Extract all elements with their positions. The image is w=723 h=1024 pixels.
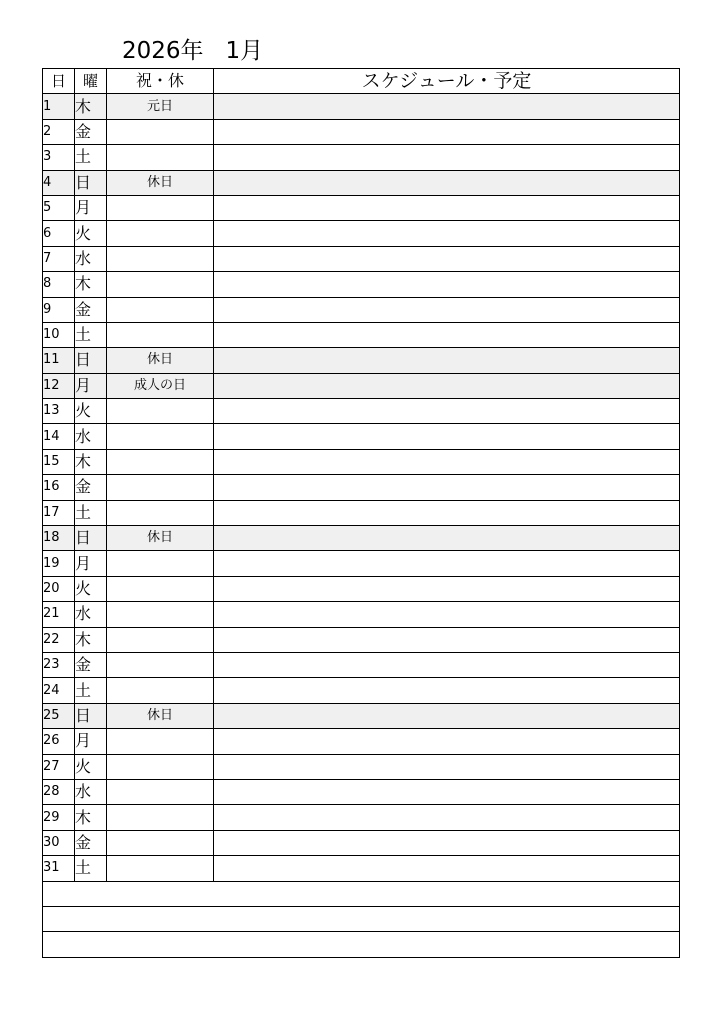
day-cell: 27 [43, 754, 75, 779]
weekday-cell: 水 [75, 246, 107, 271]
day-cell: 8 [43, 272, 75, 297]
day-cell: 5 [43, 195, 75, 220]
schedule-table [42, 68, 680, 958]
weekday-cell: 日 [75, 703, 107, 728]
title-month: 1月 [225, 38, 264, 64]
weekday-cell: 木 [75, 94, 107, 119]
holiday-cell [107, 652, 214, 677]
day-cell: 21 [43, 602, 75, 627]
weekday-cell: 金 [75, 475, 107, 500]
schedule-cell[interactable] [214, 221, 680, 246]
table-row [43, 526, 680, 551]
day-cell: 23 [43, 652, 75, 677]
table-row [43, 805, 680, 830]
holiday-cell [107, 779, 214, 804]
day-cell: 18 [43, 526, 75, 551]
weekday-cell: 日 [75, 170, 107, 195]
day-cell: 31 [43, 856, 75, 881]
weekday-cell: 火 [75, 221, 107, 246]
holiday-cell [107, 195, 214, 220]
holiday-cell [107, 805, 214, 830]
table-row [43, 627, 680, 652]
table-row [43, 856, 680, 881]
weekday-cell: 月 [75, 195, 107, 220]
schedule-cell[interactable] [214, 475, 680, 500]
holiday-cell [107, 424, 214, 449]
schedule-cell[interactable] [214, 500, 680, 525]
table-row [43, 373, 680, 398]
table-row [43, 703, 680, 728]
day-cell: 6 [43, 221, 75, 246]
schedule-cell[interactable] [214, 754, 680, 779]
table-body [43, 94, 680, 957]
weekday-cell: 金 [75, 652, 107, 677]
holiday-cell [107, 246, 214, 271]
holiday-cell [107, 449, 214, 474]
holiday-cell: 成人の日 [107, 373, 214, 398]
holiday-cell [107, 678, 214, 703]
weekday-cell: 木 [75, 272, 107, 297]
day-cell: 30 [43, 830, 75, 855]
holiday-cell [107, 500, 214, 525]
holiday-cell [107, 272, 214, 297]
day-cell: 17 [43, 500, 75, 525]
weekday-cell: 金 [75, 830, 107, 855]
holiday-cell [107, 297, 214, 322]
table-row [43, 424, 680, 449]
schedule-cell[interactable] [214, 399, 680, 424]
page-title [122, 36, 263, 66]
schedule-cell[interactable] [214, 805, 680, 830]
schedule-cell[interactable] [214, 551, 680, 576]
day-cell: 24 [43, 678, 75, 703]
table-row [43, 830, 680, 855]
weekday-cell: 火 [75, 399, 107, 424]
weekday-cell: 日 [75, 348, 107, 373]
day-cell: 3 [43, 145, 75, 170]
weekday-cell: 金 [75, 297, 107, 322]
table-row [43, 475, 680, 500]
day-cell: 28 [43, 779, 75, 804]
table-row [43, 678, 680, 703]
schedule-cell[interactable] [214, 322, 680, 347]
table-row [43, 399, 680, 424]
header-weekday: 曜 [75, 69, 107, 94]
schedule-cell[interactable] [214, 652, 680, 677]
weekday-cell: 土 [75, 322, 107, 347]
table-row [43, 119, 680, 144]
table-row [43, 729, 680, 754]
header-row [43, 69, 680, 94]
schedule-cell[interactable] [214, 145, 680, 170]
weekday-cell: 木 [75, 449, 107, 474]
holiday-cell [107, 145, 214, 170]
table-row [43, 449, 680, 474]
holiday-cell: 休日 [107, 348, 214, 373]
table-row [43, 272, 680, 297]
table-row [43, 94, 680, 119]
schedule-cell[interactable] [214, 170, 680, 195]
day-cell: 11 [43, 348, 75, 373]
table-row [43, 170, 680, 195]
schedule-cell[interactable] [214, 195, 680, 220]
day-cell: 15 [43, 449, 75, 474]
holiday-cell [107, 576, 214, 601]
schedule-cell[interactable] [214, 576, 680, 601]
weekday-cell: 月 [75, 729, 107, 754]
holiday-cell [107, 602, 214, 627]
table-row [43, 652, 680, 677]
holiday-cell [107, 754, 214, 779]
weekday-cell: 木 [75, 627, 107, 652]
schedule-cell[interactable] [214, 94, 680, 119]
weekday-cell: 火 [75, 576, 107, 601]
schedule-cell[interactable] [214, 703, 680, 728]
holiday-cell: 休日 [107, 170, 214, 195]
day-cell: 7 [43, 246, 75, 271]
note-cell[interactable] [43, 881, 680, 906]
weekday-cell: 土 [75, 145, 107, 170]
day-cell: 22 [43, 627, 75, 652]
holiday-cell [107, 475, 214, 500]
table-row [43, 322, 680, 347]
holiday-cell [107, 551, 214, 576]
holiday-cell [107, 221, 214, 246]
holiday-cell [107, 399, 214, 424]
weekday-cell: 木 [75, 805, 107, 830]
table-row [43, 551, 680, 576]
schedule-cell[interactable] [214, 297, 680, 322]
holiday-cell [107, 119, 214, 144]
table-row [43, 221, 680, 246]
weekday-cell: 日 [75, 526, 107, 551]
table-row [43, 297, 680, 322]
holiday-cell [107, 830, 214, 855]
note-cell[interactable] [43, 932, 680, 957]
weekday-cell: 水 [75, 602, 107, 627]
day-cell: 20 [43, 576, 75, 601]
schedule-cell[interactable] [214, 449, 680, 474]
table-row [43, 500, 680, 525]
schedule-cell[interactable] [214, 348, 680, 373]
weekday-cell: 水 [75, 424, 107, 449]
holiday-cell [107, 856, 214, 881]
schedule-cell[interactable] [214, 119, 680, 144]
table-row [43, 348, 680, 373]
header-day: 日 [43, 69, 75, 94]
holiday-cell: 休日 [107, 703, 214, 728]
schedule-cell[interactable] [214, 856, 680, 881]
table-row [43, 602, 680, 627]
note-row [43, 906, 680, 931]
table-row [43, 145, 680, 170]
schedule-cell[interactable] [214, 424, 680, 449]
day-cell: 2 [43, 119, 75, 144]
weekday-cell: 火 [75, 754, 107, 779]
holiday-cell: 元日 [107, 94, 214, 119]
schedule-cell[interactable] [214, 602, 680, 627]
note-cell[interactable] [43, 906, 680, 931]
weekday-cell: 月 [75, 373, 107, 398]
table-row [43, 754, 680, 779]
day-cell: 14 [43, 424, 75, 449]
schedule-cell[interactable] [214, 678, 680, 703]
day-cell: 4 [43, 170, 75, 195]
table-row [43, 576, 680, 601]
day-cell: 25 [43, 703, 75, 728]
note-row [43, 881, 680, 906]
table-row [43, 195, 680, 220]
schedule-cell[interactable] [214, 779, 680, 804]
schedule-cell[interactable] [214, 246, 680, 271]
schedule-cell[interactable] [214, 729, 680, 754]
day-cell: 1 [43, 94, 75, 119]
note-row [43, 932, 680, 957]
header-schedule: スケジュール・予定 [214, 69, 680, 94]
holiday-cell [107, 322, 214, 347]
holiday-cell [107, 627, 214, 652]
weekday-cell: 水 [75, 779, 107, 804]
weekday-cell: 金 [75, 119, 107, 144]
schedule-cell[interactable] [214, 830, 680, 855]
schedule-cell[interactable] [214, 627, 680, 652]
weekday-cell: 土 [75, 678, 107, 703]
schedule-cell[interactable] [214, 272, 680, 297]
weekday-cell: 土 [75, 856, 107, 881]
title-year: 2026年 [122, 38, 204, 64]
table-row [43, 779, 680, 804]
day-cell: 26 [43, 729, 75, 754]
header-holiday: 祝・休 [107, 69, 214, 94]
weekday-cell: 月 [75, 551, 107, 576]
day-cell: 29 [43, 805, 75, 830]
schedule-cell[interactable] [214, 526, 680, 551]
day-cell: 13 [43, 399, 75, 424]
table-row [43, 246, 680, 271]
day-cell: 9 [43, 297, 75, 322]
day-cell: 19 [43, 551, 75, 576]
day-cell: 16 [43, 475, 75, 500]
weekday-cell: 土 [75, 500, 107, 525]
day-cell: 12 [43, 373, 75, 398]
day-cell: 10 [43, 322, 75, 347]
holiday-cell: 休日 [107, 526, 214, 551]
holiday-cell [107, 729, 214, 754]
schedule-cell[interactable] [214, 373, 680, 398]
